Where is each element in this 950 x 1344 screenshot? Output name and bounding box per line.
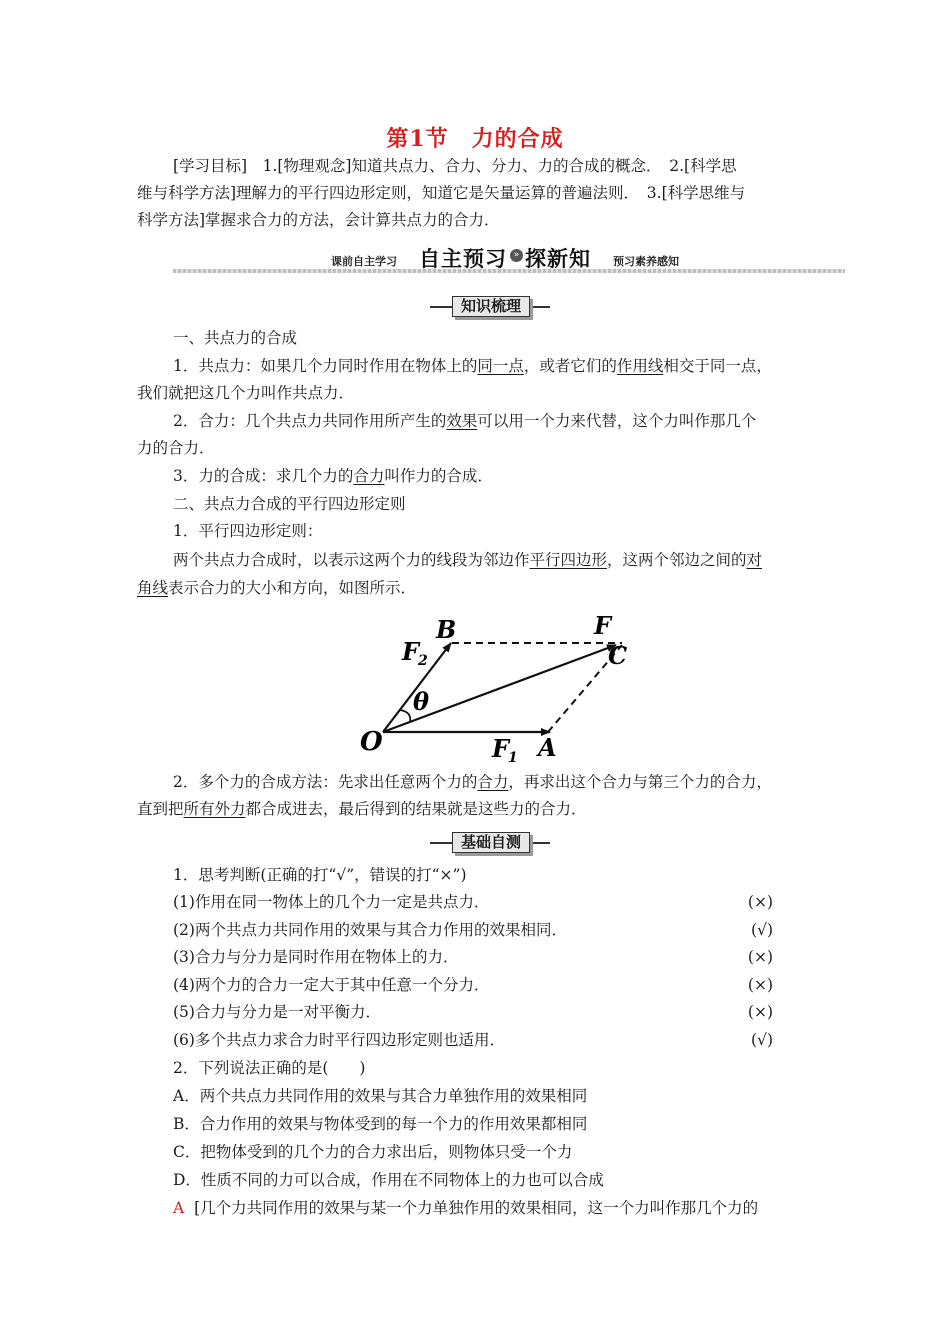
option-d: D．性质不同的力可以合成，作用在不同物体上的力也可以合成 bbox=[173, 1171, 604, 1189]
page-title: 第1节 力的合成 bbox=[386, 126, 564, 152]
judgment-text: (1)作用在同一物体上的几个力一定是共点力． bbox=[173, 893, 490, 911]
label-b: B bbox=[436, 615, 457, 644]
judgment-mark: (√) bbox=[751, 1031, 773, 1049]
underlined-text: 平行四边形 bbox=[529, 551, 608, 569]
question-1-stem: 1．思考判断(正确的打“√”，错误的打“×”) bbox=[173, 866, 467, 884]
question-2-stem: 2．下列说法正确的是( ) bbox=[173, 1059, 366, 1077]
underlined-text: 对 bbox=[746, 551, 763, 569]
text: ，或者它们的 bbox=[523, 357, 617, 375]
objectives-line-1: [学习目标] 1.[物理观念]知道共点力、合力、分力、力的合成的概念． 2.[科学思 bbox=[173, 157, 737, 175]
judgment-item bbox=[173, 1001, 773, 1023]
text: 2．多个力的合成方法：先求出任意两个力的 bbox=[173, 773, 478, 791]
angle-arc bbox=[400, 710, 410, 722]
judgment-text: (3)合力与分力是同时作用在物体上的力． bbox=[173, 948, 459, 966]
text: 2．合力：几个共点力共同作用所产生的 bbox=[173, 412, 447, 430]
paragraph-1 bbox=[173, 355, 772, 377]
banner-title-a: 自主预习 bbox=[419, 247, 507, 271]
heading-1: 一、共点力的合成 bbox=[173, 329, 298, 347]
label-theta: θ bbox=[413, 687, 430, 716]
paragraph-6 bbox=[173, 771, 772, 793]
option-c: C．把物体受到的几个力的合力求出后，则物体只受一个力 bbox=[173, 1143, 573, 1161]
text: ，再求出这个合力与第三个力的合力， bbox=[508, 773, 772, 791]
answer-line bbox=[173, 1197, 758, 1219]
underlined-text: 所有外力 bbox=[183, 800, 246, 818]
judgment-text: (6)多个共点力求合力时平行四边形定则也适用． bbox=[173, 1031, 505, 1049]
paragraph-2-cont: 力的合力． bbox=[137, 439, 215, 457]
text: 表示合力的大小和方向，如图所示． bbox=[168, 579, 417, 597]
label-o: O bbox=[360, 727, 383, 757]
chevron-right-icon: » bbox=[510, 249, 523, 262]
section-banner bbox=[173, 243, 845, 275]
judgment-mark: (×) bbox=[747, 948, 773, 966]
label-c: C bbox=[608, 641, 628, 670]
banner-title-b: 探新知 bbox=[525, 247, 591, 271]
paragraph-1-cont: 我们就把这几个力叫作共点力． bbox=[137, 384, 355, 402]
text: 叫作力的合成． bbox=[384, 467, 493, 485]
underlined-text: 同一点 bbox=[477, 357, 524, 375]
judgment-text: (2)两个共点力共同作用的效果与其合力作用的效果相同． bbox=[173, 921, 567, 939]
text: 都合成进去，最后得到的结果就是这些力的合力． bbox=[245, 800, 587, 818]
paragraph-2 bbox=[173, 410, 756, 432]
underlined-text: 效果 bbox=[446, 412, 478, 430]
objectives-line-2: 维与科学方法]理解力的平行四边形定则，知道它是矢量运算的普遍法则． 3.[科学思维与 bbox=[137, 184, 746, 202]
banner-right-caption: 预习素养感知 bbox=[613, 255, 679, 268]
paragraph-4: 1．平行四边形定则： bbox=[173, 522, 323, 540]
text: 可以用一个力来代替，这个力叫作那几个 bbox=[477, 412, 757, 430]
judgment-mark: (×) bbox=[747, 1003, 773, 1021]
text: 1．共点力：如果几个力同时作用在物体上的 bbox=[173, 357, 478, 375]
text: 两个共点力合成时，以表示这两个力的线段为邻边作 bbox=[173, 551, 530, 569]
objectives-line-3: 科学方法]掌握求合力的方法，会计算共点力的合力． bbox=[137, 211, 500, 229]
judgment-item bbox=[173, 1029, 773, 1051]
section-heading-knowledge bbox=[430, 296, 550, 318]
label-f2-subscript: 2 bbox=[418, 653, 428, 669]
answer-letter: A bbox=[173, 1199, 185, 1217]
underlined-text: 合力 bbox=[353, 467, 385, 485]
section-heading-self-test bbox=[430, 832, 550, 854]
paragraph-5 bbox=[173, 549, 762, 571]
underlined-text: 作用线 bbox=[616, 357, 664, 375]
underlined-text: 合力 bbox=[477, 773, 509, 791]
label-f2: F bbox=[402, 637, 420, 666]
judgment-text: (4)两个力的合力一定大于其中任意一个分力． bbox=[173, 976, 490, 994]
section-heading-label: 知识梳理 bbox=[452, 296, 530, 317]
heading-2: 二、共点力合成的平行四边形定则 bbox=[173, 495, 406, 513]
judgment-item bbox=[173, 974, 773, 996]
judgment-mark: (√) bbox=[751, 921, 773, 939]
banner-left-caption: 课前自主学习 bbox=[331, 255, 397, 268]
label-f1-subscript: 1 bbox=[508, 750, 518, 764]
text: 3．力的合成：求几个力的 bbox=[173, 467, 354, 485]
option-b: B．合力作用的效果与物体受到的每一个力的作用效果都相同 bbox=[173, 1115, 588, 1133]
label-f1: F bbox=[492, 734, 510, 763]
judgment-mark: (×) bbox=[747, 976, 773, 994]
paragraph-3 bbox=[173, 465, 493, 487]
parallelogram-figure bbox=[350, 612, 650, 764]
text: ，这两个邻边之间的 bbox=[607, 551, 747, 569]
option-a: A．两个共点力共同作用的效果与其合力单独作用的效果相同 bbox=[173, 1087, 588, 1105]
answer-explanation: [几个力共同作用的效果与某一个力单独作用的效果相同，这一个力叫作那几个力的 bbox=[194, 1199, 759, 1217]
paragraph-6-cont bbox=[137, 798, 587, 820]
label-a: A bbox=[538, 733, 557, 762]
text: 相交于同一点， bbox=[663, 357, 772, 375]
judgment-item bbox=[173, 891, 773, 913]
label-f: F bbox=[594, 612, 612, 640]
judgment-mark: (×) bbox=[747, 893, 773, 911]
judgment-item bbox=[173, 946, 773, 968]
paragraph-5-cont bbox=[137, 577, 416, 599]
text: 直到把 bbox=[137, 800, 184, 818]
judgment-item bbox=[173, 919, 773, 941]
section-heading-label: 基础自测 bbox=[452, 832, 530, 853]
underlined-text: 角线 bbox=[137, 579, 169, 597]
banner-rule bbox=[173, 269, 845, 273]
judgment-text: (5)合力与分力是一对平衡力． bbox=[173, 1003, 381, 1021]
